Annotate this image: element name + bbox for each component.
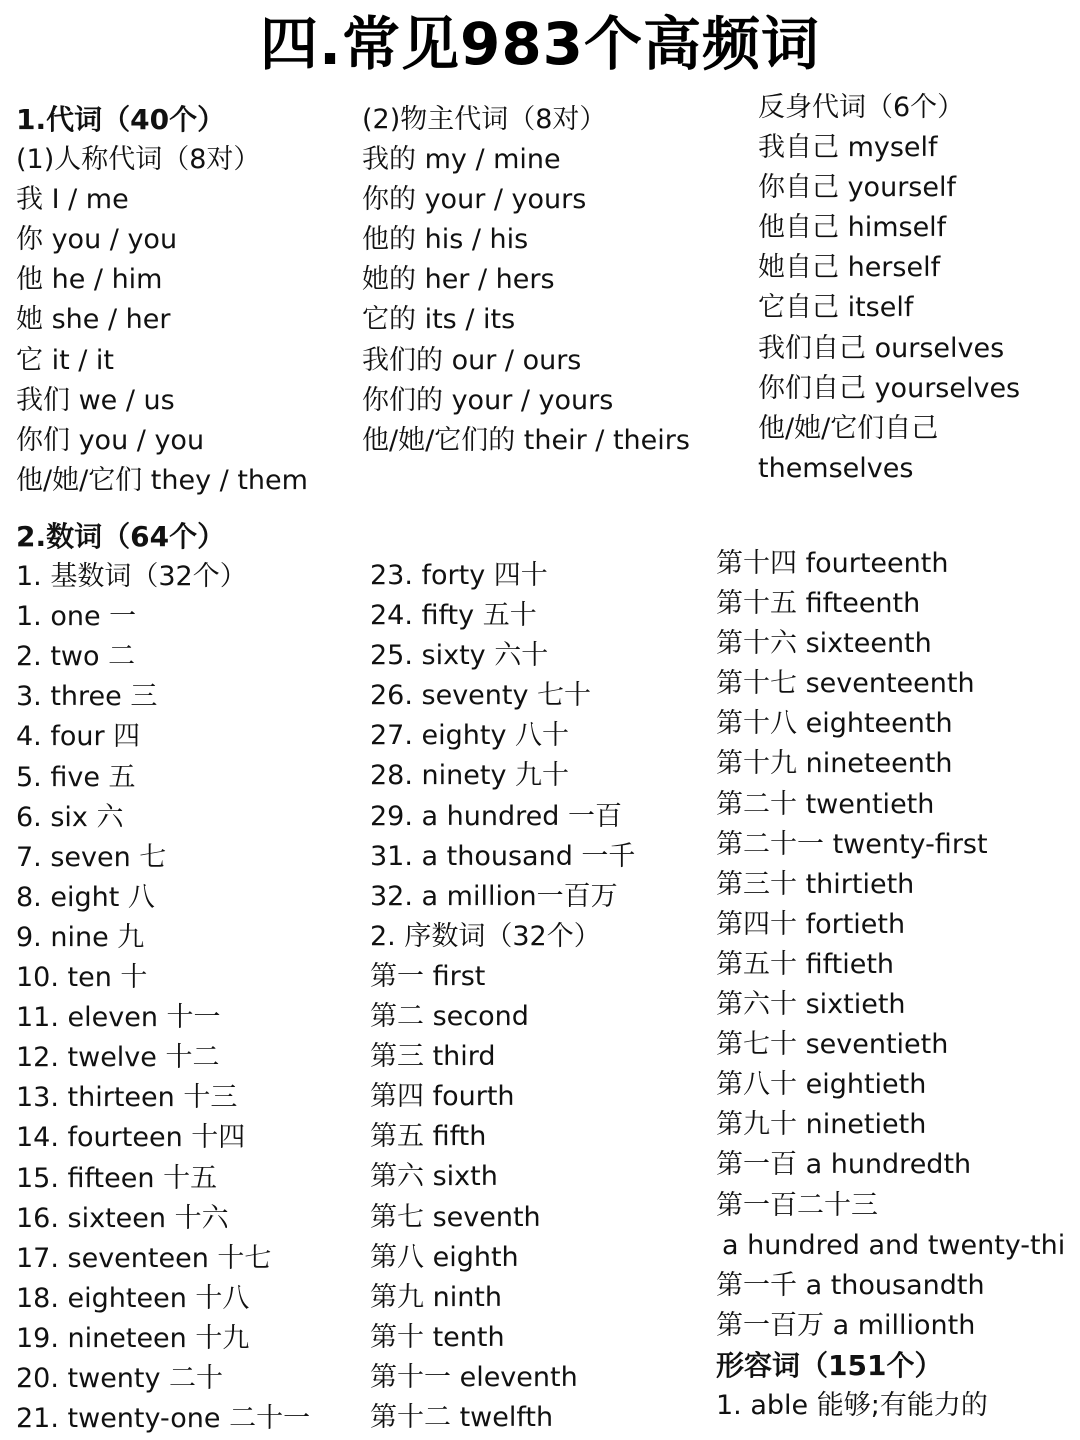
vocab-entry: 他 he / him — [16, 264, 163, 296]
vocab-entry: 反身代词（6个） — [758, 92, 965, 123]
vocab-entry: 第十二 twelfth — [370, 1401, 554, 1433]
vocab-entry: 第十七 seventeenth — [716, 668, 975, 700]
vocab-entry: a hundred and twenty-thi — [722, 1229, 1066, 1261]
vocab-entry: 第二十一 twenty-first — [716, 828, 988, 860]
vocab-entry: 第十九 nineteenth — [716, 748, 953, 780]
vocab-entry: 第十五 fifteenth — [716, 588, 921, 620]
vocab-entry: 它 it / it — [16, 344, 115, 376]
vocab-entry: 你的 your / yours — [362, 184, 587, 216]
vocab-entry: 31. a thousand 一千 — [370, 840, 636, 872]
vocab-entry: 第十 tenth — [370, 1321, 505, 1353]
vocab-entry: 第一百二十三 — [716, 1189, 878, 1221]
page-title: 四.常见983个高频词 — [259, 10, 821, 78]
vocab-entry: 15. fifteen 十五 — [16, 1162, 218, 1194]
vocab-entry: 第七十 seventieth — [716, 1029, 949, 1061]
vocab-entry: 你 you / you — [16, 224, 178, 256]
vocab-entry: 第三 third — [370, 1041, 496, 1073]
vocab-entry: 第十六 sixteenth — [716, 628, 932, 660]
vocab-entry: 你们自己 yourselves — [758, 372, 1021, 404]
vocab-entry: 第四十 fortieth — [716, 908, 906, 940]
vocab-entry: 16. sixteen 十六 — [16, 1202, 229, 1234]
vocab-entry: 6. six 六 — [16, 801, 124, 833]
vocab-entry: 第一百 a hundredth — [716, 1149, 972, 1181]
vocab-entry: 你们 you / you — [16, 424, 205, 456]
vocab-entry: 3. three 三 — [16, 681, 158, 713]
pronoun-column-1 — [16, 100, 356, 501]
pronoun-column-2 — [362, 100, 742, 461]
vocab-entry: (1)人称代词（8对） — [16, 144, 261, 176]
vocab-entry: 17. seventeen 十七 — [16, 1242, 272, 1274]
vocab-entry: 第八 eighth — [370, 1241, 519, 1273]
vocab-entry: 25. sixty 六十 — [370, 640, 549, 672]
vocab-entry: 9. nine 九 — [16, 921, 145, 953]
vocab-entry: 13. thirteen 十三 — [16, 1082, 238, 1114]
vocab-entry: 她的 her / hers — [362, 264, 555, 296]
vocab-entry: 他的 his / his — [362, 224, 529, 256]
vocab-entry: 20. twenty 二十 — [16, 1362, 224, 1394]
vocab-entry: 19. nineteen 十九 — [16, 1322, 250, 1354]
vocab-entry: 第七 seventh — [370, 1201, 541, 1233]
vocab-entry: 他/她/它们 they / them — [16, 464, 308, 496]
vocab-entry: 第八十 eightieth — [716, 1069, 927, 1101]
vocab-entry: 它自己 itself — [758, 292, 914, 324]
vocab-entry: 第六 sixth — [370, 1161, 498, 1193]
vocab-entry: 18. eighteen 十八 — [16, 1282, 250, 1314]
vocab-entry: 她自己 herself — [758, 252, 941, 284]
section-heading: 1.代词（40个） — [16, 103, 226, 136]
vocab-entry: 10. ten 十 — [16, 962, 148, 994]
vocab-entry: 2. 序数词（32个） — [370, 920, 601, 952]
vocab-entry: 你们的 your / yours — [362, 384, 614, 416]
vocab-entry: 第十八 eighteenth — [716, 708, 953, 740]
pronoun-column-3 — [758, 88, 1078, 489]
vocab-entry: 他自己 himself — [758, 212, 947, 244]
vocab-entry: 24. fifty 五十 — [370, 600, 537, 632]
vocab-entry: 26. seventy 七十 — [370, 680, 592, 712]
vocab-entry: 5. five 五 — [16, 761, 136, 793]
vocab-entry: 我们 we / us — [16, 384, 175, 416]
vocab-entry: 它的 its / its — [362, 304, 516, 336]
vocab-entry: themselves — [758, 452, 914, 484]
vocab-entry: 第九 ninth — [370, 1281, 503, 1313]
vocab-entry: 第十四 fourteenth — [716, 548, 949, 579]
vocab-entry: 28. ninety 九十 — [370, 760, 570, 792]
vocab-entry: 第十一 eleventh — [370, 1361, 578, 1393]
vocab-entry: 11. eleven 十一 — [16, 1002, 221, 1034]
vocab-entry: 27. eighty 八十 — [370, 720, 570, 752]
vocab-entry: 21. twenty-one 二十一 — [16, 1403, 311, 1435]
vocab-entry: 我 I / me — [16, 184, 129, 216]
vocab-entry: (2)物主代词（8对） — [362, 104, 607, 135]
numeral-column-1 — [16, 517, 366, 1439]
vocab-entry: 第四 fourth — [370, 1081, 515, 1113]
vocab-entry: 1. one 一 — [16, 601, 137, 633]
section-heading: 形容词（151个） — [716, 1348, 943, 1382]
numeral-column-3 — [716, 544, 1080, 1440]
vocab-entry: 他/她/它们自己 — [758, 412, 939, 444]
vocab-entry: 14. fourteen 十四 — [16, 1122, 246, 1154]
vocab-entry: 8. eight 八 — [16, 881, 155, 913]
vocab-entry: 1. able 能够;有能力的 — [716, 1389, 988, 1421]
vocab-entry: 29. a hundred 一百 — [370, 800, 622, 832]
vocab-entry: 第一千 a thousandth — [716, 1269, 985, 1301]
vocab-entry: 我自己 myself — [758, 132, 938, 164]
vocab-entry: 第九十 ninetieth — [716, 1109, 927, 1141]
section-heading: 2.数词（64个） — [16, 520, 226, 553]
vocab-entry: 第二 second — [370, 1001, 529, 1033]
vocab-entry: 第一百万 a millionth — [716, 1309, 976, 1341]
vocab-entry: 第二十 twentieth — [716, 788, 935, 820]
vocab-entry: 12. twelve 十二 — [16, 1042, 220, 1074]
vocab-entry: 我们的 our / ours — [362, 344, 582, 376]
vocab-entry: 我的 my / mine — [362, 144, 561, 176]
vocab-entry: 第六十 sixtieth — [716, 989, 906, 1021]
vocab-entry: 2. two 二 — [16, 641, 136, 673]
vocab-entry: 第一 first — [370, 960, 486, 992]
vocab-entry: 32. a million一百万 — [370, 880, 618, 912]
vocab-entry: 我们自己 ourselves — [758, 332, 1005, 364]
vocab-entry: 第三十 thirtieth — [716, 868, 915, 900]
vocab-entry: 7. seven 七 — [16, 841, 167, 873]
vocab-entry: 你自己 yourself — [758, 172, 956, 204]
vocab-entry: 4. four 四 — [16, 721, 141, 753]
vocab-entry: 第五十 fiftieth — [716, 948, 895, 980]
vocab-entry: 她 she / her — [16, 304, 171, 336]
vocab-entry: 第五 fifth — [370, 1121, 487, 1153]
vocab-entry: 23. forty 四十 — [370, 560, 548, 591]
vocab-entry: 他/她/它们的 their / theirs — [362, 424, 690, 456]
vocab-entry: 1. 基数词（32个） — [16, 561, 247, 593]
numeral-column-2 — [370, 556, 710, 1438]
